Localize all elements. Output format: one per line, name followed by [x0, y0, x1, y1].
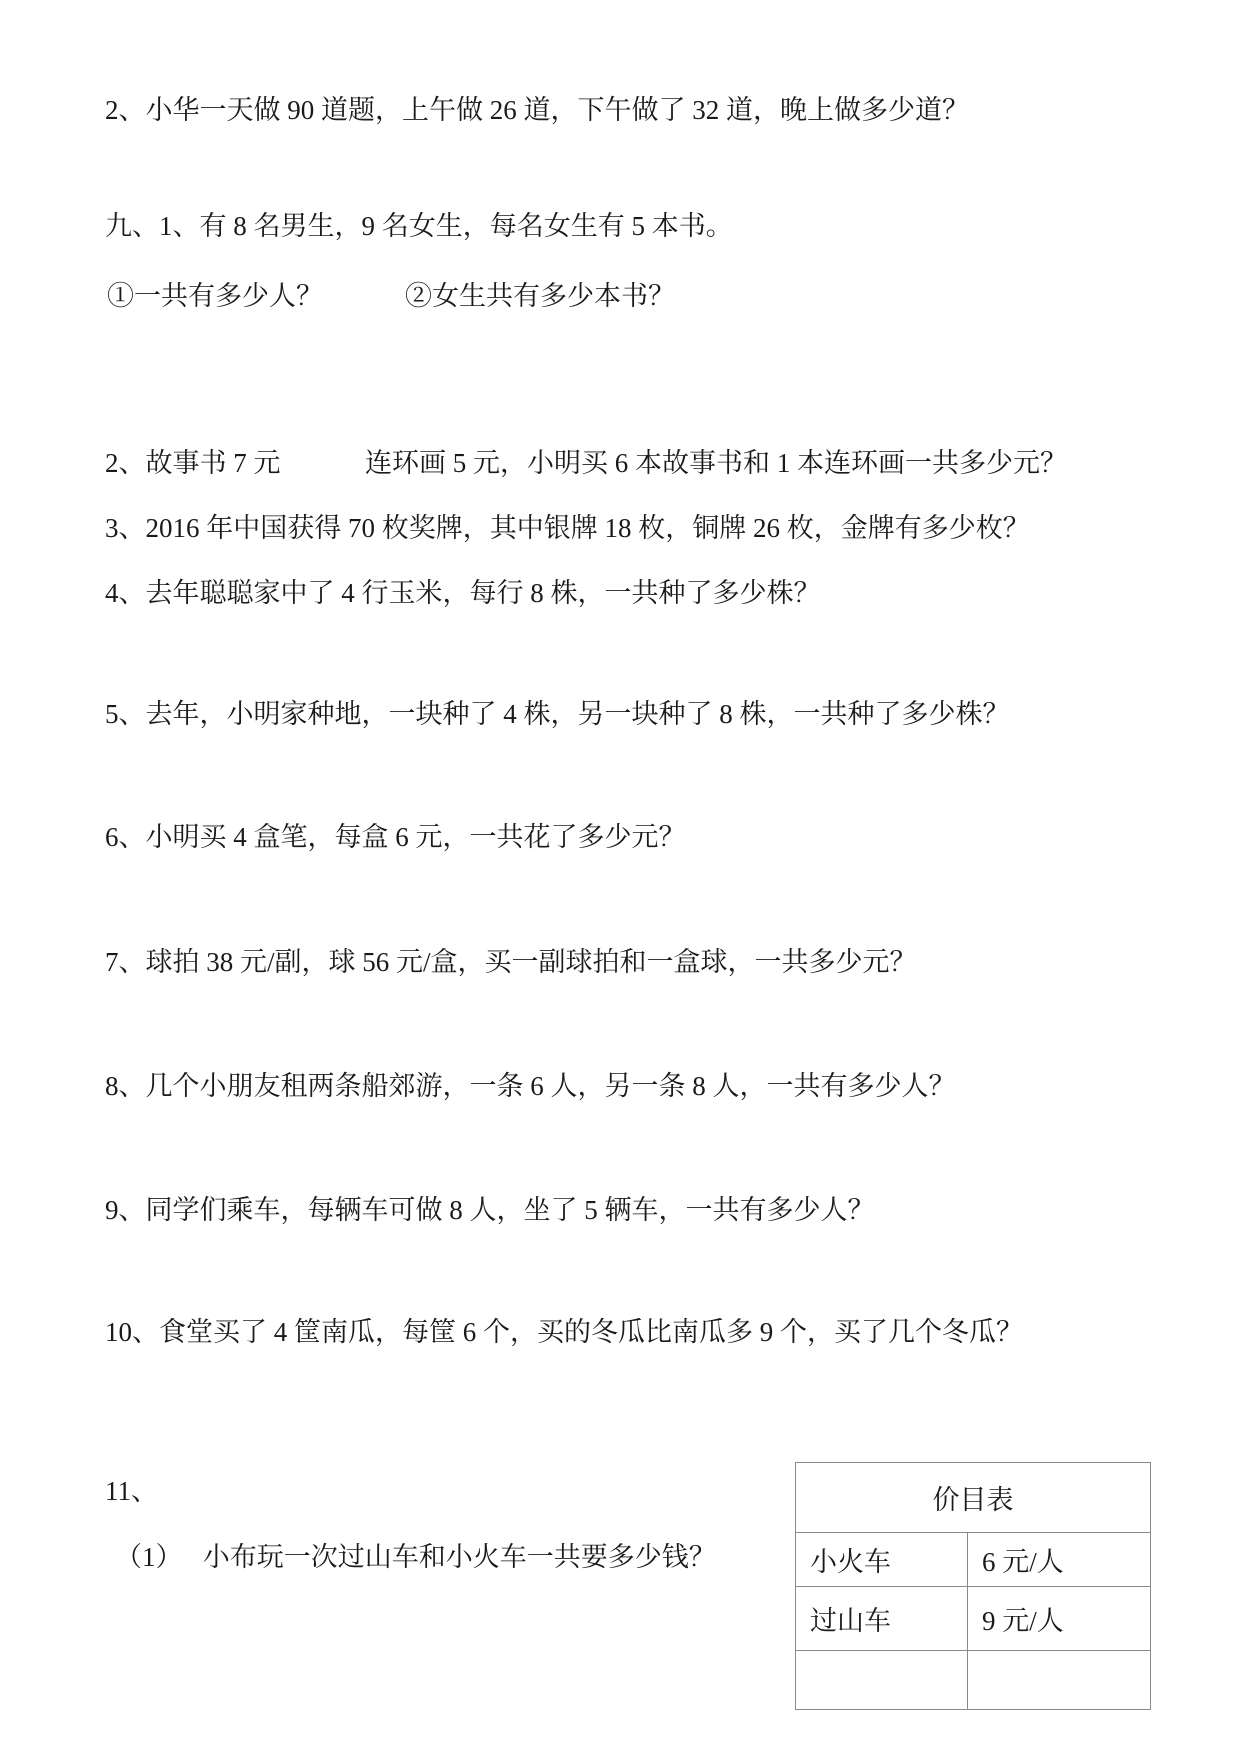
sub-question-1: ①一共有多少人？	[107, 281, 323, 311]
question-11-label: 11、	[105, 1476, 158, 1506]
question-7: 7、球拍 38 元/副，球 56 元/盒，买一副球拍和一盒球，一共多少元？	[105, 947, 917, 977]
question-10: 10、食堂买了 4 筐南瓜，每筐 6 个，买的冬瓜比南瓜多 9 个，买了几个冬瓜？	[105, 1317, 1023, 1347]
sub-question-2: ②女生共有多少本书？	[405, 281, 675, 311]
question-6: 6、小明买 4 盒笔，每盒 6 元，一共花了多少元？	[105, 822, 686, 852]
price-table-item-cell	[796, 1651, 968, 1710]
question-9: 9、同学们乘车，每辆车可做 8 人，坐了 5 辆车，一共有多少人？	[105, 1195, 875, 1225]
price-table-price-cell: 9 元/人	[968, 1587, 1151, 1651]
question-2-storybook-part2: 连环画 5 元，小明买 6 本故事书和 1 本连环画一共多少元？	[365, 448, 1067, 478]
price-table-price-cell	[968, 1651, 1151, 1710]
price-table-price-cell: 6 元/人	[968, 1533, 1151, 1587]
question-nine-1: 九、1、有 8 名男生，9 名女生，每名女生有 5 本书。	[105, 211, 733, 241]
price-table-row	[796, 1651, 1151, 1710]
question-11-sub1: （1） 小布玩一次过山车和小火车一共要多少钱？	[115, 1542, 716, 1572]
price-table-title: 价目表	[796, 1463, 1151, 1533]
question-3: 3、2016 年中国获得 70 枚奖牌，其中银牌 18 枚，铜牌 26 枚，金牌有多少枚？	[105, 513, 1030, 543]
question-4: 4、去年聪聪家中了 4 行玉米，每行 8 株，一共种了多少株？	[105, 578, 821, 608]
price-table-row	[796, 1533, 1151, 1587]
price-table-item-cell: 过山车	[796, 1587, 968, 1651]
price-table-row	[796, 1587, 1151, 1651]
price-table	[795, 1462, 1151, 1710]
question-5: 5、去年，小明家种地，一块种了 4 株，另一块种了 8 株，一共种了多少株？	[105, 699, 1010, 729]
question-2-storybook-part1: 2、故事书 7 元	[105, 448, 281, 478]
price-table-header-row	[796, 1463, 1151, 1533]
question-8: 8、几个小朋友租两条船郊游，一条 6 人，另一条 8 人，一共有多少人？	[105, 1071, 956, 1101]
price-table-item-cell: 小火车	[796, 1533, 968, 1587]
question-2-top: 2、小华一天做 90 道题，上午做 26 道，下午做了 32 道，晚上做多少道？	[105, 95, 969, 125]
